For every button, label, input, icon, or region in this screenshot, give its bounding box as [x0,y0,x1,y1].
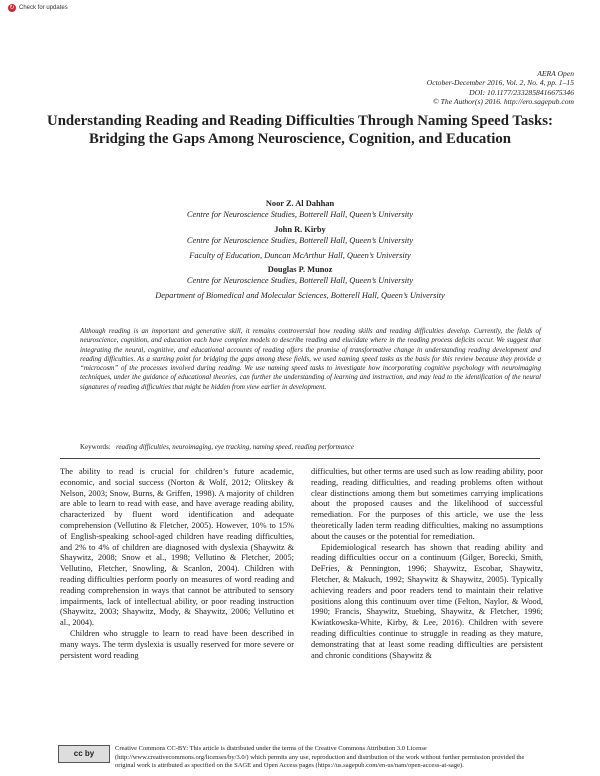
keywords-label: Keywords: [80,443,111,451]
journal-name: AERA Open [537,69,574,78]
author-name: Noor Z. Al Dahhan [265,199,335,208]
refresh-icon: ↻ [9,5,15,11]
body-column-right [311,467,543,661]
journal-info [427,69,574,106]
author-name: Douglas P. Munoz [267,265,333,275]
author-affiliation: Faculty of Education, Duncan McArthur Hall, Queen’s University [189,250,411,260]
license-footer [58,745,546,771]
paragraph: The ability to read is crucial for children’s future academic, economic, and social success (Norton & Wolf, 2012; Olitskey & Nelson, 2003; Snow, Burns, & Griffen, 1998). A majority of children are able to learn to read with ease, and have average reading ability, characterized by fluent word identification and adequate comprehension (Vellutino & Fletcher, 2005). However, 10% to 15% of English-speaking school-aged children have reading difficulties, and 2% to 4% of children are diagnosed with dyslexia (Shaywitz & Shaywitz, 2008; Snow et al., 1998; Vellutino & Fletcher, 2005; Vellutino, Fletcher, Snowling, & Scanlon, 2004). Children with reading difficulties perform poorly on measures of word reading and reading comprehension in ways that cannot be attributed to sensory impairments, lack of intellectual ability, or poor reading instruction (Shaywitz, 2003; Shaywitz, Mody, & Shaywitz, 2006; Vellutino et al., 2004). [60,467,294,628]
author-affiliation: Centre for Neuroscience Studies, Botterell Hall, Queen’s University [186,276,414,286]
creative-commons-icon: cc by [58,745,110,763]
check-for-updates-label: Check for updates [19,5,68,11]
author-affiliation: Department of Biomedical and Molecular Sciences, Botterell Hall, Queen’s University [155,290,445,300]
paragraph: Children who struggle to learn to read have been described in many ways. The term dyslexia is usually reserved for more severe or persistent word reading [60,628,294,660]
author-block [40,198,560,304]
divider [60,458,540,459]
article-title: Understanding Reading and Reading Difficulties Through Naming Speed Tasks: Bridging the Gaps Among Neuroscience, Cognition, and Education [47,113,553,148]
journal-doi[interactable]: DOI: 10.1177/2332858416675346 [469,87,574,97]
body-column-left [60,467,294,661]
abstract: Although reading is an important and generative skill, it remains controversial how reading skills and reading difficulties develop. Currently, the fields of neuroscience, cognition, and education each have complex models to describe reading and elucidate where in the reading process deficits occur. We suggest that integrating the neural, cognitive, and educational accounts of reading offers the promise of transformative change in understanding reading development and reading difficulties. As a starting point for bridging the gaps among these fields, we used naming speed tasks as the basis for this review because they provide a “microcosm” of the processes involved during reading. We use naming speed tasks to investigate how incorporating cognitive psychology with neuroimaging techniques, under the guidance of educational theories, can further the understanding of learning and instruction, and may lead to the identification of the neural signatures of reading difficulties that might be hidden from view earlier in development. [80,327,541,391]
paragraph: difficulties, but other terms are used such as low reading ability, poor reading, reading difficulties, and reading problems often without clear distinctions among them but sometimes carrying implications about the proposed causes and the likelihood of successful remediation. For the purposes of this article, we use the less theoretically laden term reading difficulties, making no assumptions about the causes or the potential for remediation. [311,467,543,541]
journal-issue: October-December 2016, Vol. 2, No. 4, pp. 1–15 [426,78,574,88]
keywords-list: reading difficulties, neuroimaging, eye tracking, naming speed, reading performance [115,443,354,451]
check-for-updates-badge[interactable] [8,4,68,12]
license-text: Creative Commons CC-BY: This article is distributed under the terms of the Creative Commons Attribution 3.0 License (http://www.creativecommons.org/licenses/by/3.0/) which permits any use, reproduction and distribution of the work without further permission provided the original work is attributed as specified on the SAGE and Open Access pages (https://us.sagepub.com/en-us/nam/open-access-at-sage). [115,745,525,769]
author-affiliation: Centre for Neuroscience Studies, Botterell Hall, Queen’s University [186,210,414,220]
paragraph: Epidemiological research has shown that reading ability and reading difficulties occur on a continuum (Gilger, Borecki, Smith, DeFries, & Pennington, 1996; Shaywitz, Escobar, Shaywitz, Fletcher, & Makuch, 1992; Shaywitz & Shaywitz, 2005). Typically achieving readers and poor readers tend to maintain their relative positions along this continuum over time (Felton, Naylor, & Wood, 1990; Francis, Shaywitz, Stuebing, Shaywitz, & Fletcher, 1996; Kwiatkowska-White, Kirby, & Lee, 2016). Children with severe reading difficulties continue to struggle in reading as they mature, demonstrating that at least some reading difficulties are persistent and chronic conditions (Shaywitz & [311,542,543,660]
author-name: John R. Kirby [274,224,326,234]
journal-copyright: © The Author(s) 2016. http://ero.sagepub.com [433,96,574,106]
keywords [80,443,541,451]
author-affiliation: Centre for Neuroscience Studies, Botterell Hall, Queen’s University [186,236,414,246]
